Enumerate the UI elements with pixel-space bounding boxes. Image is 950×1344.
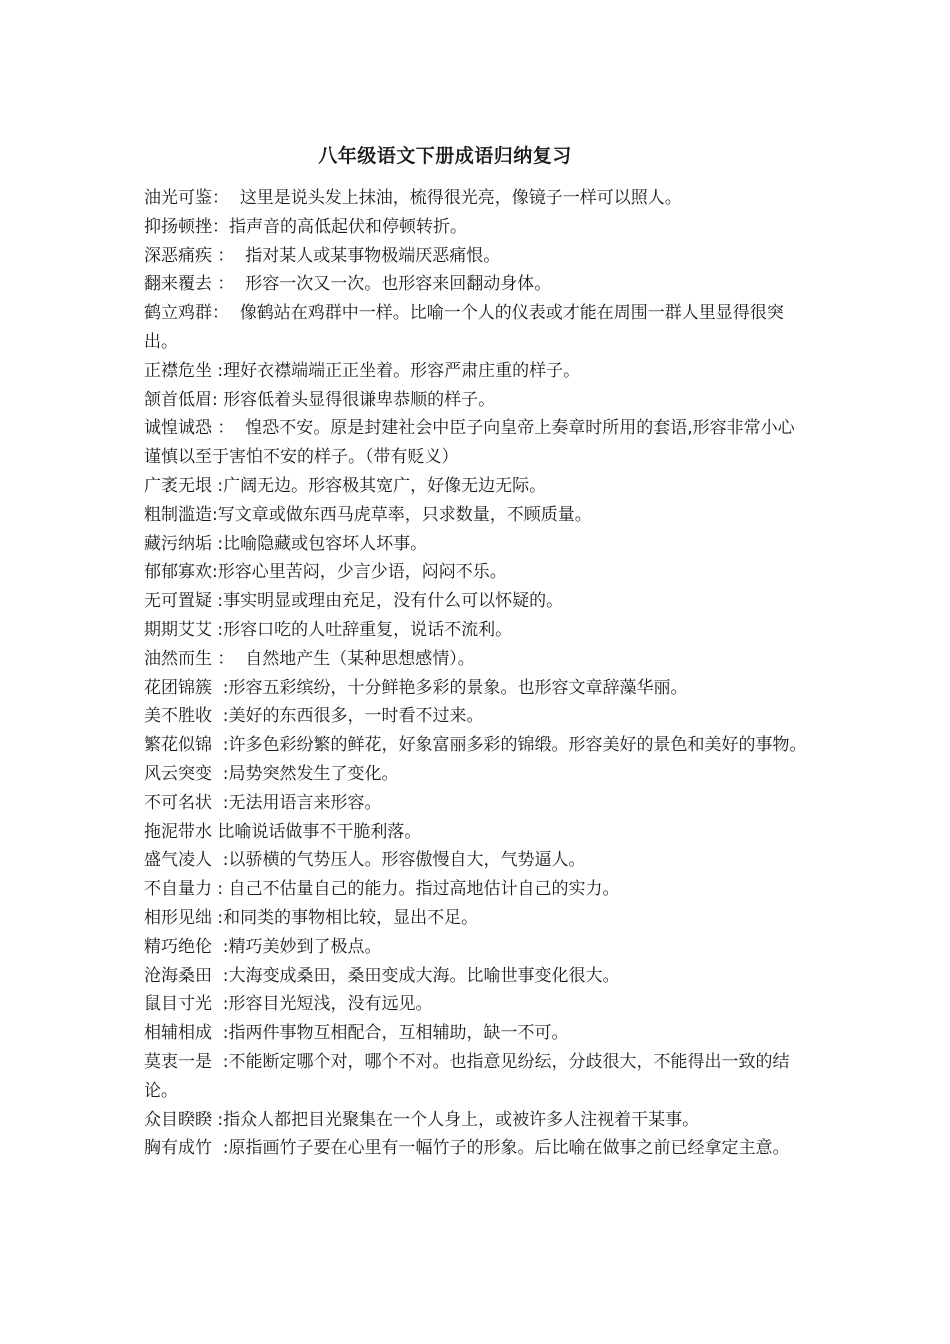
- idiom-entry: [144, 933, 808, 962]
- idiom-term: 莫衷一是: [144, 1051, 212, 1072]
- idiom-term: 相辅相成: [144, 1023, 212, 1044]
- idiom-entry: [144, 1048, 808, 1106]
- idiom-term: 藏污纳垢: [144, 533, 212, 554]
- idiom-entry: [144, 645, 808, 674]
- idiom-separator: :: [212, 735, 229, 756]
- idiom-definition: 指两件事物互相配合，互相辅助，缺一不可。: [228, 1023, 569, 1044]
- idiom-entry: [144, 616, 808, 645]
- idiom-separator: :: [212, 907, 224, 928]
- idiom-definition: 形容一次又一次。也形容来回翻动身体。: [245, 274, 552, 295]
- idiom-definition: 许多色彩纷繁的鲜花，好象富丽多彩的锦缎。形容美好的景色和美好的事物。: [228, 735, 807, 756]
- idiom-separator: :: [212, 1023, 229, 1044]
- idiom-entry: [144, 674, 808, 703]
- idiom-definition: 写文章或做东西马虎草率，只求数量，不顾质量。: [217, 504, 592, 525]
- idiom-entry: [144, 530, 808, 559]
- idiom-entry: [144, 760, 808, 789]
- idiom-definition: 比喻说话做事不干脆利落。: [217, 821, 422, 842]
- idiom-term: 抑扬顿挫: [144, 216, 212, 237]
- idiom-entry: [144, 875, 808, 904]
- idiom-separator: ：: [212, 303, 240, 324]
- idiom-entry: [144, 846, 808, 875]
- idiom-definition: 自然地产生（某种思想感情）。: [245, 648, 475, 669]
- idiom-term: 正襟危坐: [144, 360, 212, 381]
- idiom-definition: 和同类的事物相比较，显出不足。: [223, 907, 479, 928]
- idiom-separator: ：: [212, 245, 246, 266]
- idiom-definition: 局势突然发生了变化。: [228, 763, 399, 784]
- idiom-separator: :: [212, 850, 229, 871]
- idiom-definition: 形容五彩缤纷，十分鲜艳多彩的景象。也形容文章辞藻华丽。: [228, 677, 688, 698]
- idiom-separator: :: [212, 1051, 229, 1072]
- idiom-definition: 指众人都把目光聚集在一个人身上，或被许多人注视着干某事。: [223, 1109, 700, 1130]
- idiom-definition: 广阔无边。形容极其宽广，好像无边无际。: [223, 475, 547, 496]
- idiom-separator: :: [212, 360, 224, 381]
- idiom-definition: 惶恐不安。原是封建社会中臣子向皇帝上奏章时所用的套语,形容非常小心谨慎以至于害怕不安的样子。（带有贬义）: [144, 418, 795, 468]
- idiom-definition: 像鹤站在鸡群中一样。比喻一个人的仪表或才能在周围一群人里显得很突出。: [144, 303, 784, 352]
- idiom-entry: [144, 558, 808, 587]
- idiom-separator: :: [212, 879, 229, 900]
- idiom-definition: 形容心里苦闷，少言少语，闷闷不乐。: [217, 562, 507, 583]
- idiom-definition: 不能断定哪个对，哪个不对。也指意见纷纭，分歧很大，不能得出一致的结论。: [144, 1051, 790, 1101]
- idiom-separator: :: [212, 994, 229, 1015]
- idiom-term: 粗制滥造: [144, 504, 212, 525]
- idiom-separator: ：: [212, 216, 229, 237]
- idiom-definition: 指声音的高低起伏和停顿转折。: [229, 216, 467, 237]
- idiom-entry: [144, 702, 808, 731]
- idiom-definition: 精巧美妙到了极点。: [228, 936, 382, 957]
- idiom-term: 深恶痛疾: [144, 245, 212, 266]
- idiom-separator: ：: [212, 648, 246, 669]
- idiom-separator: ：: [212, 418, 246, 439]
- idiom-definition: 指对某人或某事物极端厌恶痛恨。: [245, 245, 501, 266]
- idiom-entry: [144, 789, 808, 818]
- idiom-term: 郁郁寡欢: [144, 562, 212, 583]
- idiom-term: 期期艾艾: [144, 619, 212, 640]
- idiom-entry: [144, 962, 808, 991]
- idiom-separator: :: [212, 965, 229, 986]
- idiom-separator: :: [212, 591, 224, 612]
- idiom-entry: [144, 904, 808, 933]
- idiom-list: [144, 184, 808, 1163]
- idiom-entry: [144, 242, 808, 271]
- idiom-term: 诚惶诚恐: [144, 418, 212, 439]
- idiom-separator: :: [212, 389, 224, 410]
- idiom-entry: [144, 1019, 808, 1048]
- idiom-term: 花团锦簇: [144, 677, 212, 698]
- idiom-term: 繁花似锦: [144, 735, 212, 756]
- idiom-separator: :: [212, 763, 229, 784]
- idiom-definition: 形容口吃的人吐辞重复，说话不流利。: [223, 619, 513, 640]
- idiom-entry: [144, 501, 808, 530]
- idiom-term: 鼠目寸光: [144, 994, 212, 1015]
- idiom-term: 不自量力: [144, 879, 212, 900]
- idiom-definition: 自己不估量自己的能力。指过高地估计自己的实力。: [228, 879, 620, 900]
- idiom-definition: 形容低着头显得很谦卑恭顺的样子。: [223, 389, 496, 410]
- idiom-definition: 形容目光短浅，没有远见。: [228, 994, 433, 1015]
- idiom-term: 沧海桑田: [144, 965, 212, 986]
- idiom-definition: 事实明显或理由充足，没有什么可以怀疑的。: [223, 591, 564, 612]
- idiom-definition: 比喻隐藏或包容坏人坏事。: [223, 533, 428, 554]
- idiom-definition: 美好的东西很多，一时看不过来。: [228, 706, 484, 727]
- idiom-term: 无可置疑: [144, 591, 212, 612]
- idiom-term: 鹤立鸡群: [144, 303, 212, 324]
- idiom-entry: [144, 184, 808, 213]
- idiom-term: 众目睽睽: [144, 1109, 212, 1130]
- idiom-separator: :: [212, 677, 229, 698]
- idiom-entry: [144, 1134, 808, 1163]
- idiom-entry: [144, 818, 808, 847]
- idiom-entry: [144, 299, 808, 357]
- idiom-entry: [144, 213, 808, 242]
- idiom-term: 油然而生: [144, 648, 212, 669]
- idiom-term: 广袤无垠: [144, 475, 212, 496]
- idiom-separator: ：: [212, 188, 240, 208]
- idiom-definition: 大海变成桑田，桑田变成大海。比喻世事变化很大。: [228, 965, 620, 986]
- idiom-term: 相形见绌: [144, 907, 212, 928]
- idiom-separator: :: [212, 475, 224, 496]
- idiom-entry: [144, 270, 808, 299]
- idiom-entry: [144, 990, 808, 1019]
- idiom-term: 颔首低眉: [144, 389, 212, 410]
- idiom-definition: 理好衣襟端端正正坐着。形容严肃庄重的样子。: [223, 360, 581, 381]
- idiom-term: 精巧绝伦: [144, 936, 212, 957]
- idiom-separator: :: [212, 504, 218, 525]
- idiom-term: 油光可鉴: [144, 188, 212, 208]
- idiom-term: 美不胜收: [144, 706, 212, 727]
- idiom-separator: :: [212, 936, 229, 957]
- idiom-separator: :: [212, 619, 224, 640]
- idiom-separator: :: [212, 706, 229, 727]
- idiom-term: 拖泥带水: [144, 821, 212, 842]
- idiom-definition: 原指画竹子要在心里有一幅竹子的形象。后比喻在做事之前已经拿定主意。: [228, 1138, 790, 1159]
- idiom-entry: [144, 472, 808, 501]
- idiom-term: 不可名状: [144, 792, 212, 813]
- idiom-entry: [144, 357, 808, 386]
- idiom-term: 风云突变: [144, 763, 212, 784]
- idiom-term: 胸有成竹: [144, 1138, 212, 1159]
- document-title: 八年级语文下册成语归纳复习: [318, 145, 572, 167]
- idiom-entry: [144, 414, 808, 472]
- idiom-separator: :: [212, 562, 218, 583]
- idiom-entry: [144, 1106, 808, 1135]
- idiom-separator: :: [212, 1138, 229, 1159]
- idiom-separator: :: [212, 792, 229, 813]
- idiom-definition: 这里是说头发上抹油，梳得很光亮，像镜子一样可以照人。: [239, 188, 682, 208]
- idiom-definition: 无法用语言来形容。: [228, 792, 382, 813]
- idiom-entry: [144, 587, 808, 616]
- idiom-definition: 以骄横的气势压人。形容傲慢自大，气势逼人。: [228, 850, 586, 871]
- idiom-separator: ：: [212, 274, 246, 295]
- idiom-term: 翻来覆去: [144, 274, 212, 295]
- idiom-term: 盛气凌人: [144, 850, 212, 871]
- idiom-separator: :: [212, 1109, 224, 1130]
- idiom-entry: [144, 731, 808, 760]
- idiom-entry: [144, 386, 808, 415]
- idiom-separator: :: [212, 533, 224, 554]
